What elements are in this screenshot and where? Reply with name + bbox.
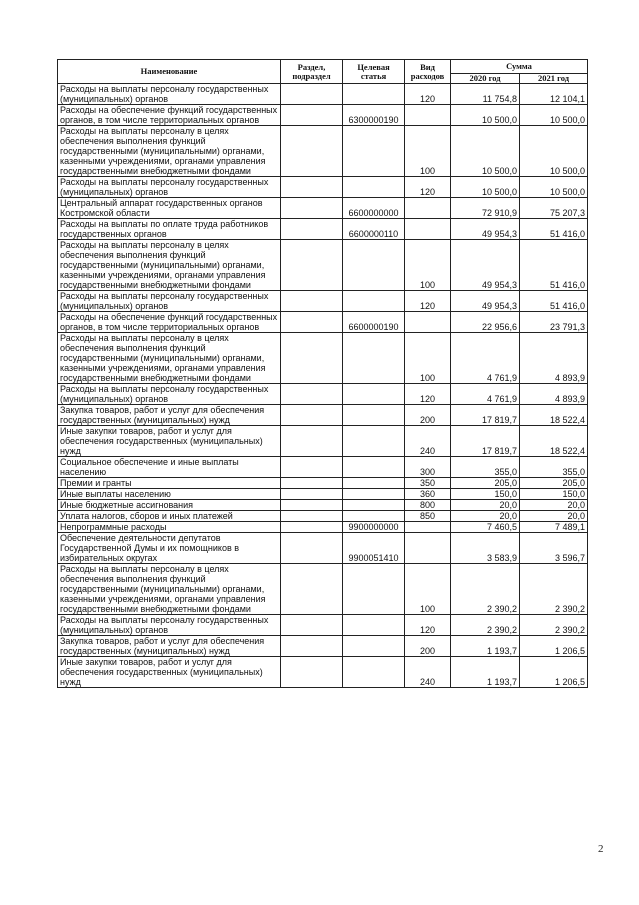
row-name: Непрограммные расходы: [58, 522, 281, 533]
row-target: 9900051410: [343, 533, 405, 564]
table-row: [58, 219, 588, 240]
table-row: [58, 291, 588, 312]
row-kind: 100: [405, 126, 451, 177]
row-section: [281, 426, 343, 457]
table-row: [58, 564, 588, 615]
table-row: [58, 636, 588, 657]
table-row: [58, 478, 588, 489]
header-name: Наименование: [58, 60, 281, 84]
row-kind: 200: [405, 405, 451, 426]
row-sum-2020: 355,0: [451, 457, 520, 478]
table-row: [58, 177, 588, 198]
row-name: Иные выплаты населению: [58, 489, 281, 500]
header-section: Раздел, подраздел: [281, 60, 343, 84]
row-sum-2021: 18 522,4: [520, 405, 588, 426]
row-kind: 200: [405, 636, 451, 657]
row-sum-2021: 18 522,4: [520, 426, 588, 457]
row-kind: 120: [405, 615, 451, 636]
row-target: 9900000000: [343, 522, 405, 533]
row-section: [281, 457, 343, 478]
row-kind: 100: [405, 240, 451, 291]
row-kind: 850: [405, 511, 451, 522]
row-target: [343, 489, 405, 500]
row-sum-2020: 4 761,9: [451, 333, 520, 384]
row-sum-2020: 10 500,0: [451, 126, 520, 177]
row-sum-2020: 10 500,0: [451, 105, 520, 126]
row-target: 6600000110: [343, 219, 405, 240]
row-name: Расходы на выплаты персоналу в целях обеспечения выполнения функций государственными (муниципальными) органами, казенными учреждениями, органами управления государственными внебюджетными фондами: [58, 126, 281, 177]
row-target: 6600000000: [343, 198, 405, 219]
table-header: [58, 60, 588, 84]
row-sum-2020: 22 956,6: [451, 312, 520, 333]
row-sum-2021: 3 596,7: [520, 533, 588, 564]
row-sum-2020: 150,0: [451, 489, 520, 500]
row-sum-2020: 3 583,9: [451, 533, 520, 564]
row-kind: 800: [405, 500, 451, 511]
header-kind: Вид расходов: [405, 60, 451, 84]
table-row: [58, 657, 588, 688]
row-name: Уплата налогов, сборов и иных платежей: [58, 511, 281, 522]
row-target: [343, 240, 405, 291]
row-section: [281, 198, 343, 219]
row-sum-2021: 355,0: [520, 457, 588, 478]
row-sum-2020: 10 500,0: [451, 177, 520, 198]
row-section: [281, 240, 343, 291]
row-sum-2021: 20,0: [520, 511, 588, 522]
row-section: [281, 126, 343, 177]
row-section: [281, 522, 343, 533]
row-kind: [405, 219, 451, 240]
row-sum-2021: 2 390,2: [520, 564, 588, 615]
row-section: [281, 177, 343, 198]
row-kind: 120: [405, 177, 451, 198]
row-sum-2020: 17 819,7: [451, 405, 520, 426]
row-target: [343, 405, 405, 426]
row-kind: 360: [405, 489, 451, 500]
row-sum-2020: 20,0: [451, 500, 520, 511]
row-sum-2021: 51 416,0: [520, 219, 588, 240]
row-kind: 100: [405, 564, 451, 615]
row-name: Расходы на выплаты персоналу государственных (муниципальных) органов: [58, 615, 281, 636]
table-row: [58, 105, 588, 126]
table-row: [58, 533, 588, 564]
row-target: [343, 291, 405, 312]
table-row: [58, 84, 588, 105]
row-sum-2020: 49 954,3: [451, 219, 520, 240]
row-section: [281, 636, 343, 657]
table-body: [58, 84, 588, 688]
table-row: [58, 198, 588, 219]
table-row: [58, 457, 588, 478]
row-section: [281, 405, 343, 426]
row-sum-2020: 49 954,3: [451, 240, 520, 291]
row-name: Расходы на выплаты персоналу в целях обеспечения выполнения функций государственными (муниципальными) органами, казенными учреждениями, органами управления государственными внебюджетными фондами: [58, 240, 281, 291]
row-name: Расходы на обеспечение функций государственных органов, в том числе территориальных органов: [58, 105, 281, 126]
row-name: Расходы на обеспечение функций государственных органов, в том числе территориальных органов: [58, 312, 281, 333]
row-kind: 240: [405, 426, 451, 457]
row-kind: 350: [405, 478, 451, 489]
row-name: Расходы на выплаты персоналу в целях обеспечения выполнения функций государственными (муниципальными) органами, казенными учреждениями, органами управления государственными внебюджетными фондами: [58, 564, 281, 615]
row-name: Расходы на выплаты персоналу государственных (муниципальных) органов: [58, 291, 281, 312]
row-target: [343, 457, 405, 478]
row-name: Обеспечение деятельности депутатов Государственной Думы и их помощников в избирательных округах: [58, 533, 281, 564]
row-sum-2020: 11 754,8: [451, 84, 520, 105]
row-sum-2021: 7 489,1: [520, 522, 588, 533]
row-name: Расходы на выплаты по оплате труда работников государственных органов: [58, 219, 281, 240]
row-name: Иные бюджетные ассигнования: [58, 500, 281, 511]
row-sum-2021: 10 500,0: [520, 126, 588, 177]
row-kind: [405, 522, 451, 533]
row-kind: 120: [405, 291, 451, 312]
row-sum-2021: 75 207,3: [520, 198, 588, 219]
row-target: [343, 333, 405, 384]
row-sum-2021: 1 206,5: [520, 657, 588, 688]
row-sum-2021: 20,0: [520, 500, 588, 511]
row-section: [281, 219, 343, 240]
row-sum-2020: 1 193,7: [451, 657, 520, 688]
table-row: [58, 333, 588, 384]
row-target: [343, 657, 405, 688]
table-row: [58, 426, 588, 457]
row-name: Расходы на выплаты персоналу государственных (муниципальных) органов: [58, 384, 281, 405]
table-row: [58, 522, 588, 533]
row-sum-2020: 17 819,7: [451, 426, 520, 457]
row-sum-2020: 1 193,7: [451, 636, 520, 657]
row-sum-2021: 4 893,9: [520, 333, 588, 384]
row-sum-2021: 10 500,0: [520, 105, 588, 126]
row-name: Расходы на выплаты персоналу государственных (муниципальных) органов: [58, 84, 281, 105]
row-sum-2020: 72 910,9: [451, 198, 520, 219]
row-target: [343, 384, 405, 405]
row-section: [281, 478, 343, 489]
row-target: [343, 564, 405, 615]
row-sum-2021: 150,0: [520, 489, 588, 500]
header-year-2021: 2021 год: [520, 74, 588, 84]
page-number: 2: [598, 843, 604, 855]
row-sum-2021: 205,0: [520, 478, 588, 489]
row-sum-2020: 2 390,2: [451, 615, 520, 636]
row-target: 6300000190: [343, 105, 405, 126]
row-target: [343, 426, 405, 457]
table-row: [58, 615, 588, 636]
row-target: [343, 636, 405, 657]
header-year-2020: 2020 год: [451, 74, 520, 84]
row-target: 6600000190: [343, 312, 405, 333]
table-row: [58, 384, 588, 405]
row-name: Расходы на выплаты персоналу государственных (муниципальных) органов: [58, 177, 281, 198]
row-kind: [405, 312, 451, 333]
row-name: Иные закупки товаров, работ и услуг для обеспечения государственных (муниципальных) нужд: [58, 426, 281, 457]
header-target: Целевая статья: [343, 60, 405, 84]
row-sum-2021: 51 416,0: [520, 291, 588, 312]
row-kind: 120: [405, 384, 451, 405]
row-kind: 120: [405, 84, 451, 105]
row-section: [281, 615, 343, 636]
row-kind: 100: [405, 333, 451, 384]
row-section: [281, 533, 343, 564]
table-row: [58, 126, 588, 177]
row-target: [343, 615, 405, 636]
row-sum-2020: 20,0: [451, 511, 520, 522]
row-section: [281, 312, 343, 333]
row-section: [281, 564, 343, 615]
row-sum-2021: 1 206,5: [520, 636, 588, 657]
header-sum: Сумма: [451, 60, 588, 74]
row-sum-2021: 51 416,0: [520, 240, 588, 291]
row-sum-2021: 12 104,1: [520, 84, 588, 105]
row-section: [281, 657, 343, 688]
row-kind: 240: [405, 657, 451, 688]
table-row: [58, 500, 588, 511]
row-kind: [405, 198, 451, 219]
row-kind: 300: [405, 457, 451, 478]
row-section: [281, 333, 343, 384]
table-row: [58, 240, 588, 291]
row-sum-2020: 205,0: [451, 478, 520, 489]
row-section: [281, 384, 343, 405]
table-row: [58, 489, 588, 500]
row-kind: [405, 533, 451, 564]
row-target: [343, 478, 405, 489]
row-section: [281, 489, 343, 500]
row-sum-2021: 23 791,3: [520, 312, 588, 333]
row-section: [281, 84, 343, 105]
row-target: [343, 84, 405, 105]
row-sum-2021: 10 500,0: [520, 177, 588, 198]
row-name: Центральный аппарат государственных органов Костромской области: [58, 198, 281, 219]
row-name: Социальное обеспечение и иные выплаты населению: [58, 457, 281, 478]
row-kind: [405, 105, 451, 126]
table-row: [58, 405, 588, 426]
row-sum-2020: 4 761,9: [451, 384, 520, 405]
row-target: [343, 500, 405, 511]
row-section: [281, 511, 343, 522]
row-name: Премии и гранты: [58, 478, 281, 489]
row-section: [281, 105, 343, 126]
table-row: [58, 511, 588, 522]
row-name: Иные закупки товаров, работ и услуг для обеспечения государственных (муниципальных) нужд: [58, 657, 281, 688]
row-name: Закупка товаров, работ и услуг для обеспечения государственных (муниципальных) нужд: [58, 405, 281, 426]
row-target: [343, 177, 405, 198]
row-sum-2020: 49 954,3: [451, 291, 520, 312]
row-section: [281, 291, 343, 312]
budget-table: [57, 59, 588, 688]
row-target: [343, 511, 405, 522]
row-sum-2020: 7 460,5: [451, 522, 520, 533]
row-sum-2021: 2 390,2: [520, 615, 588, 636]
row-target: [343, 126, 405, 177]
row-name: Закупка товаров, работ и услуг для обеспечения государственных (муниципальных) нужд: [58, 636, 281, 657]
row-sum-2021: 4 893,9: [520, 384, 588, 405]
table-row: [58, 312, 588, 333]
row-name: Расходы на выплаты персоналу в целях обеспечения выполнения функций государственными (муниципальными) органами, казенными учреждениями, органами управления государственными внебюджетными фондами: [58, 333, 281, 384]
row-sum-2020: 2 390,2: [451, 564, 520, 615]
row-section: [281, 500, 343, 511]
